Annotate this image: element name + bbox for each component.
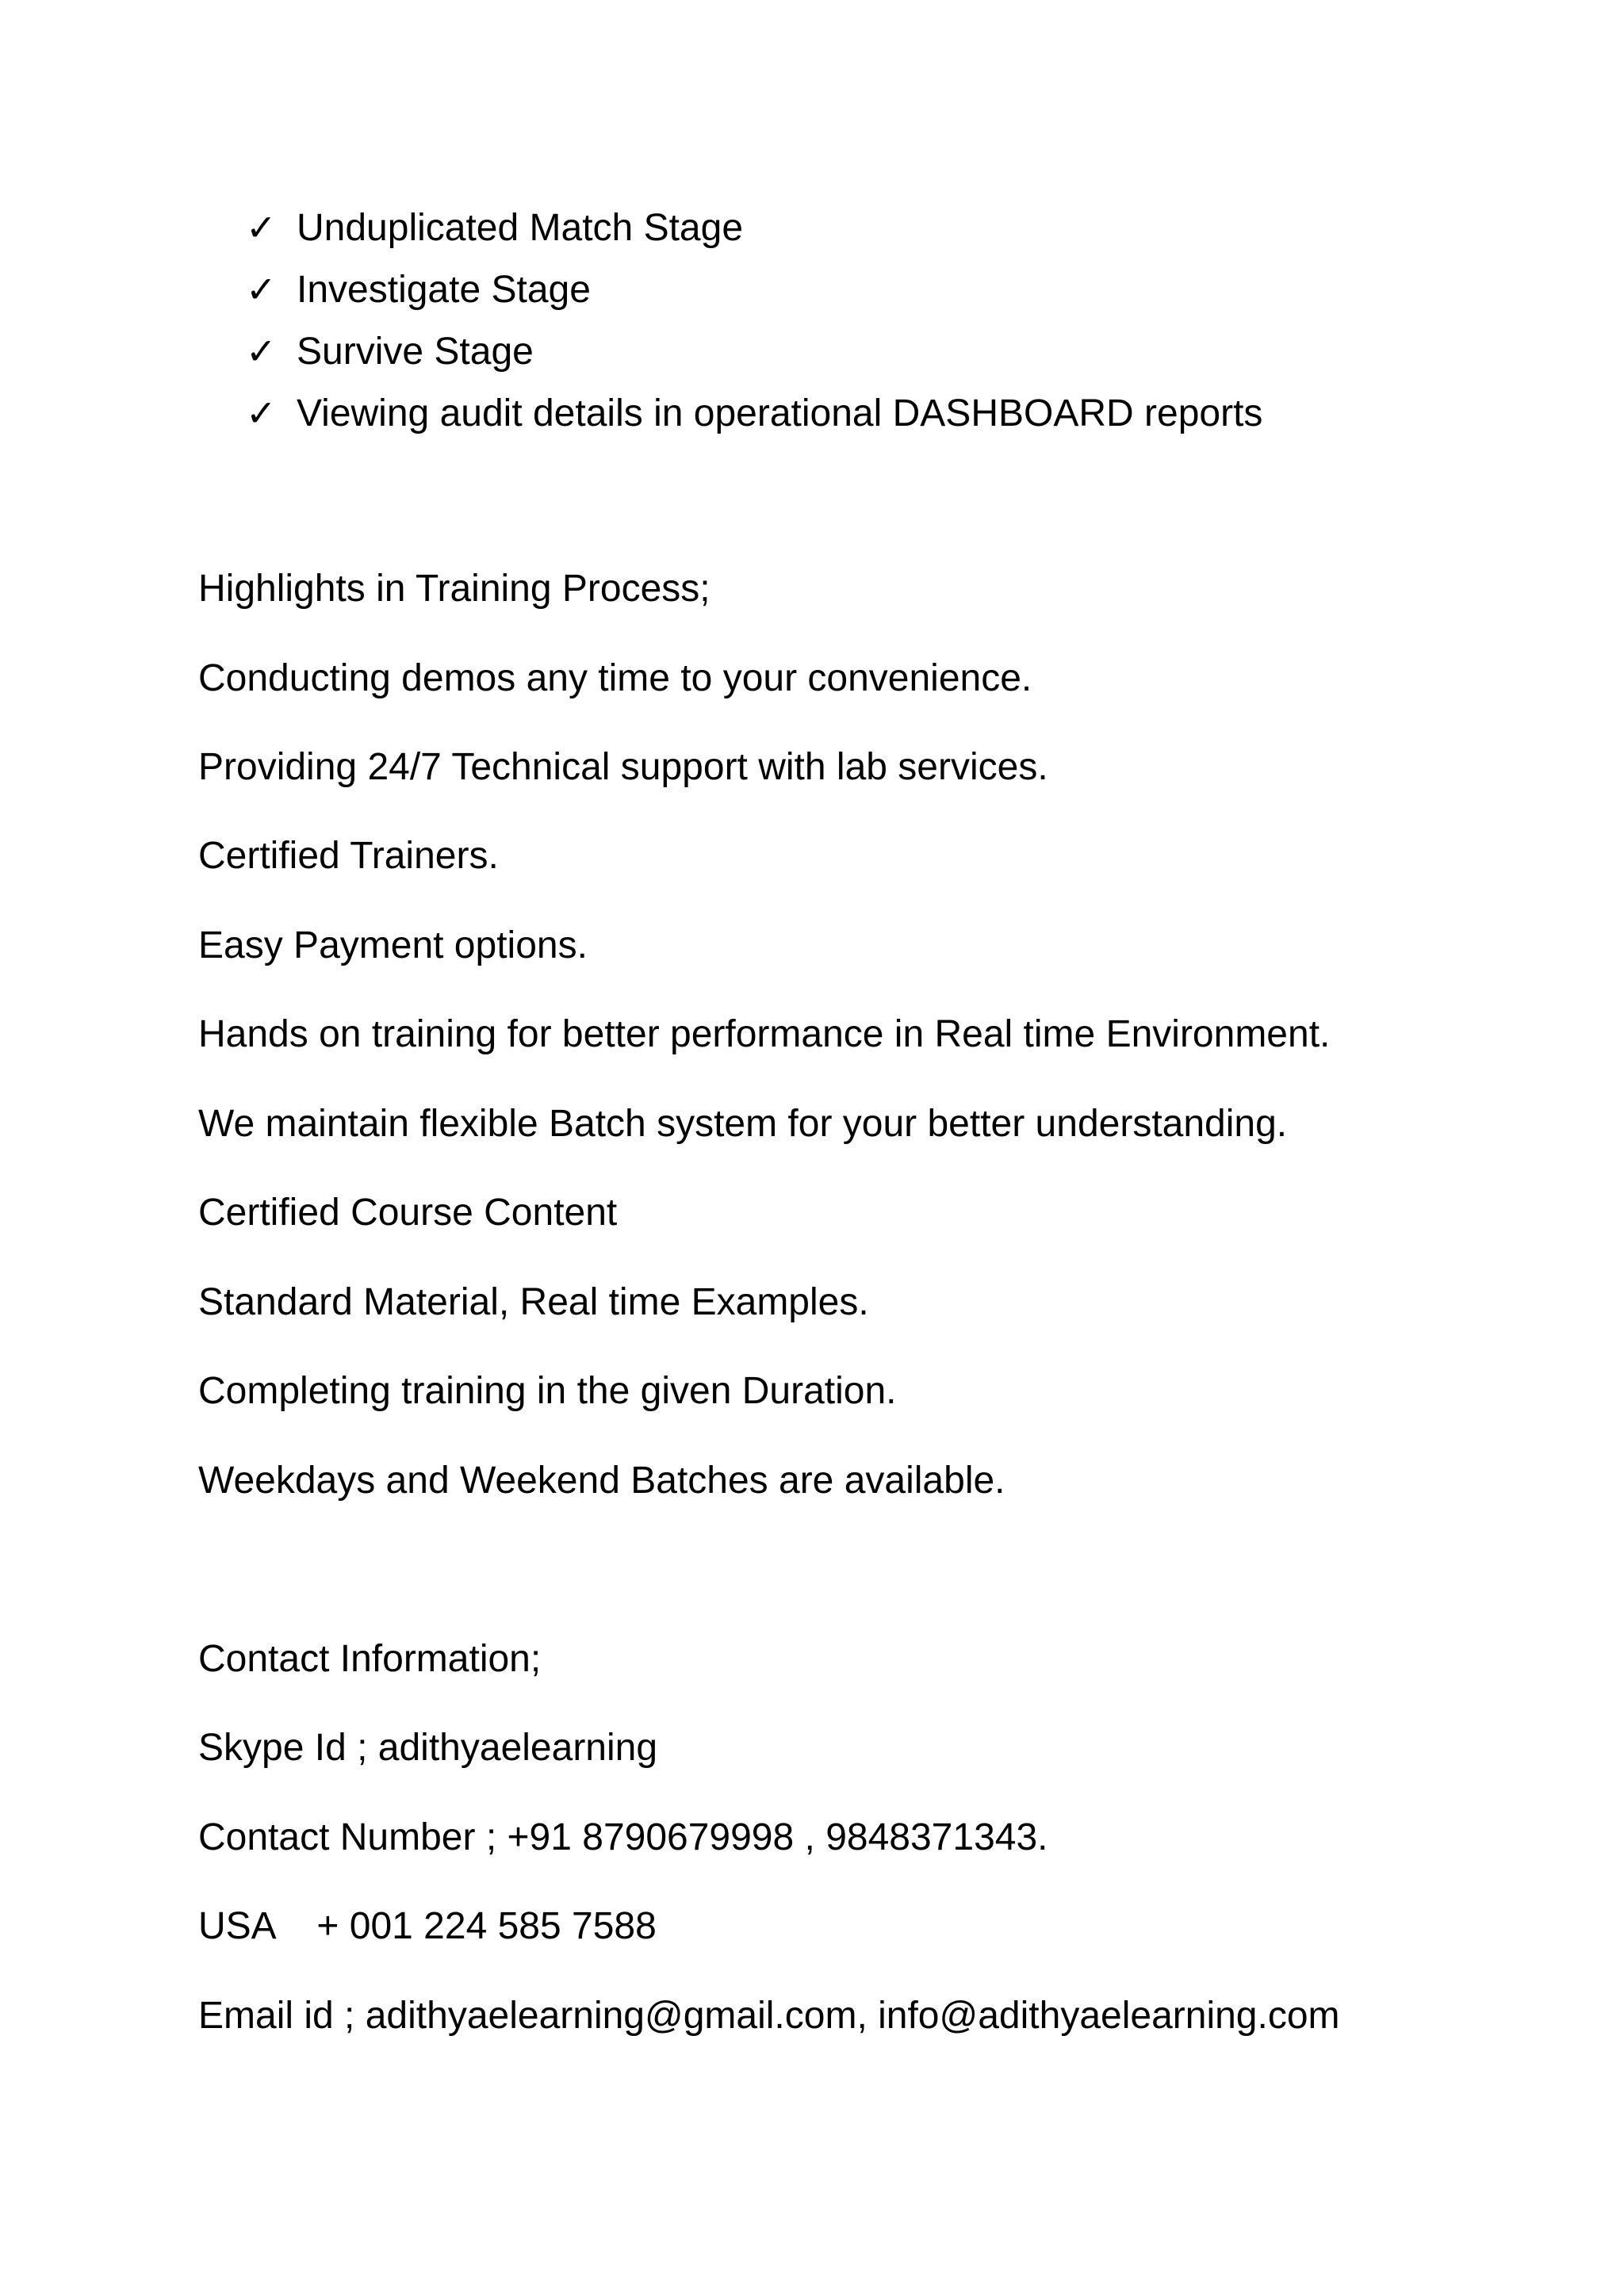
highlight-item: Providing 24/7 Technical support with lab services. bbox=[198, 746, 1048, 788]
highlights-heading: Highlights in Training Process; bbox=[198, 568, 710, 610]
highlight-item: Completing training in the given Duration. bbox=[198, 1370, 897, 1412]
checklist-item-text: Viewing audit details in operational DASHBOARD reports bbox=[297, 392, 1263, 434]
highlight-item: Certified Trainers. bbox=[198, 835, 499, 877]
contact-usa: USA + 001 224 585 7588 bbox=[198, 1905, 657, 1947]
contact-email: Email id ; adithyaelearning@gmail.com, info@adithyaelearning.com bbox=[198, 1995, 1340, 2037]
checklist-item bbox=[246, 197, 1262, 258]
highlight-item: Standard Material, Real time Examples. bbox=[198, 1281, 869, 1323]
highlight-item: Conducting demos any time to your convenience. bbox=[198, 657, 1032, 699]
highlight-item: Hands on training for better performance in Real time Environment. bbox=[198, 1013, 1331, 1055]
checklist-item bbox=[246, 320, 1262, 382]
checkmark-icon: ✓ bbox=[246, 331, 277, 372]
contact-skype: Skype Id ; adithyaelearning bbox=[198, 1727, 658, 1769]
checklist-item-text: Unduplicated Match Stage bbox=[297, 207, 744, 249]
checkmark-icon: ✓ bbox=[246, 269, 277, 310]
highlight-item: Easy Payment options. bbox=[198, 924, 588, 966]
highlight-item: Certified Course Content bbox=[198, 1192, 618, 1234]
checklist-item-text: Investigate Stage bbox=[297, 269, 591, 311]
checklist-item bbox=[246, 382, 1262, 444]
checklist-item bbox=[246, 258, 1262, 320]
checklist-item-text: Survive Stage bbox=[297, 331, 534, 373]
checkmark-icon: ✓ bbox=[246, 207, 277, 248]
checkmark-icon: ✓ bbox=[246, 392, 277, 434]
contact-heading: Contact Information; bbox=[198, 1638, 542, 1680]
highlight-item: Weekdays and Weekend Batches are available. bbox=[198, 1460, 1005, 1502]
contact-number: Contact Number ; +91 8790679998 , 9848371343. bbox=[198, 1816, 1048, 1858]
stage-checklist bbox=[246, 197, 1262, 444]
highlight-item: We maintain flexible Batch system for your better understanding. bbox=[198, 1103, 1288, 1145]
